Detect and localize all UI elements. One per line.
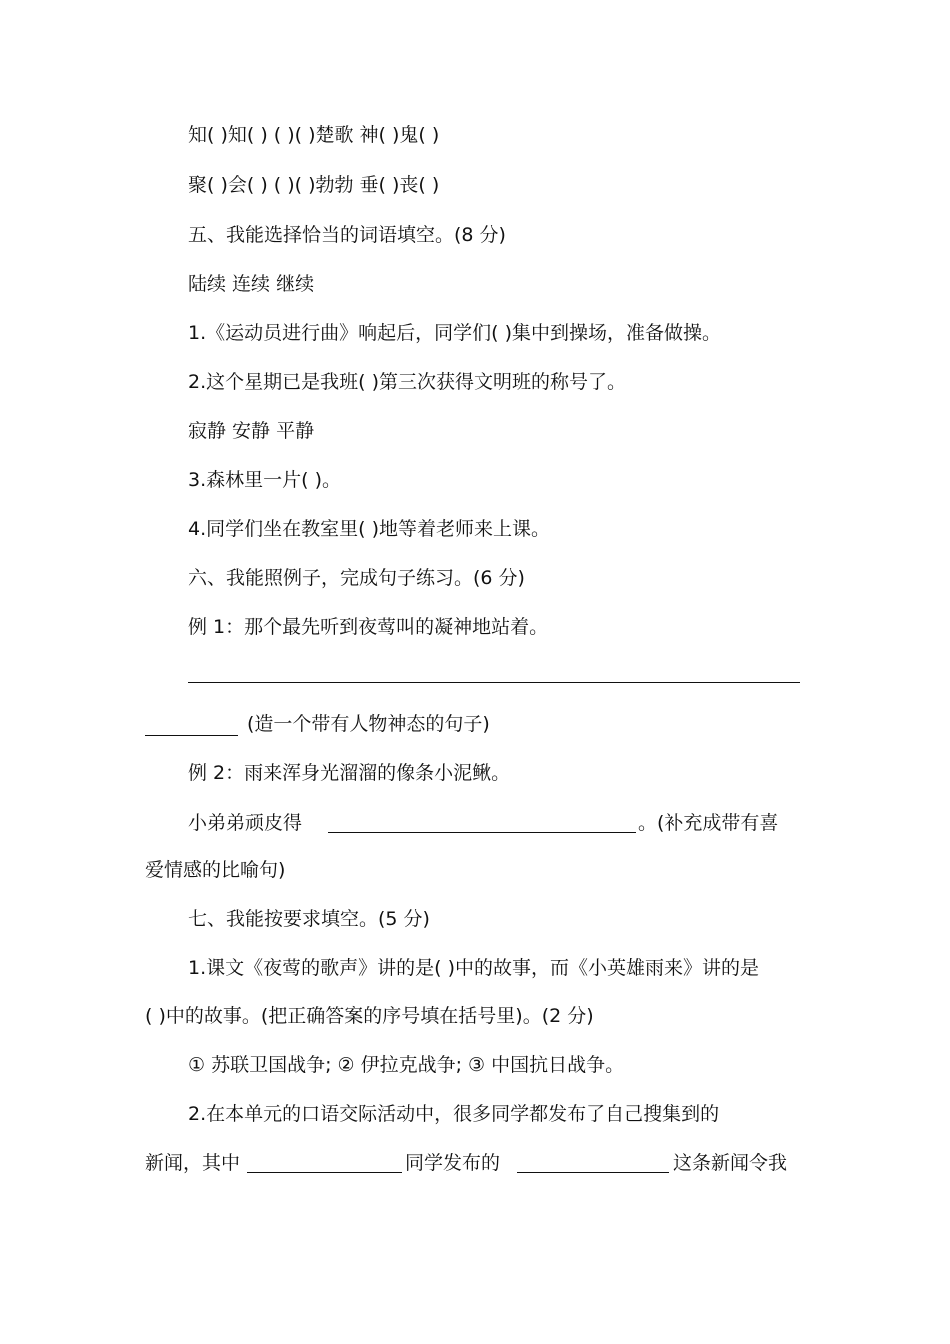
exercise-2-prefix: 小弟弟顽皮得 bbox=[188, 812, 303, 834]
question-7-2-part-2: 同学发布的 bbox=[405, 1152, 501, 1174]
question-5-1: 1.《运动员进行曲》响起后，同学们( )集中到操场，准备做操。 bbox=[188, 322, 721, 344]
question-5-3: 3.森林里一片( )。 bbox=[188, 469, 341, 491]
answer-blank-name bbox=[247, 1172, 402, 1173]
answer-blank-simile bbox=[328, 832, 636, 833]
idiom-fill-line-2: 聚( )会( ) ( )( )勃勃 垂( )丧( ) bbox=[188, 174, 440, 196]
answer-blank-short bbox=[145, 735, 238, 736]
exercise-2-suffix: 。(补充成带有喜 bbox=[638, 812, 779, 834]
word-choices-1: 陆续 连续 继续 bbox=[188, 273, 315, 295]
question-7-1-continuation: ( )中的故事。(把正确答案的序号填在括号里)。(2 分) bbox=[145, 1005, 594, 1027]
section-six-heading: 六、我能照例子，完成句子练习。(6 分) bbox=[188, 567, 525, 589]
instruction-note-1: (造一个带有人物神态的句子) bbox=[247, 713, 490, 735]
question-7-1: 1.课文《夜莺的歌声》讲的是( )中的故事，而《小英雄雨来》讲的是 bbox=[188, 957, 759, 979]
exercise-2-continuation: 爱情感的比喻句) bbox=[145, 859, 286, 881]
example-2: 例 2：雨来浑身光溜溜的像条小泥鳅。 bbox=[188, 762, 511, 784]
question-5-4: 4.同学们坐在教室里( )地等着老师来上课。 bbox=[188, 518, 550, 540]
word-choices-2: 寂静 安静 平静 bbox=[188, 420, 315, 442]
section-seven-heading: 七、我能按要求填空。(5 分) bbox=[188, 908, 430, 930]
idiom-fill-line-1: 知( )知( ) ( )( )楚歌 神( )鬼( ) bbox=[188, 124, 440, 146]
answer-blank-line bbox=[188, 682, 800, 683]
question-5-2: 2.这个星期已是我班( )第三次获得文明班的称号了。 bbox=[188, 371, 626, 393]
example-1: 例 1：那个最先听到夜莺叫的凝神地站着。 bbox=[188, 616, 549, 638]
answer-blank-news bbox=[517, 1172, 669, 1173]
question-7-2-part-1: 新闻，其中 bbox=[145, 1152, 241, 1174]
answer-options: ① 苏联卫国战争; ② 伊拉克战争; ③ 中国抗日战争。 bbox=[188, 1054, 625, 1076]
section-five-heading: 五、我能选择恰当的词语填空。(8 分) bbox=[188, 224, 506, 246]
question-7-2: 2.在本单元的口语交际活动中，很多同学都发布了自己搜集到的 bbox=[188, 1103, 720, 1125]
question-7-2-part-3: 这条新闻令我 bbox=[673, 1152, 788, 1174]
